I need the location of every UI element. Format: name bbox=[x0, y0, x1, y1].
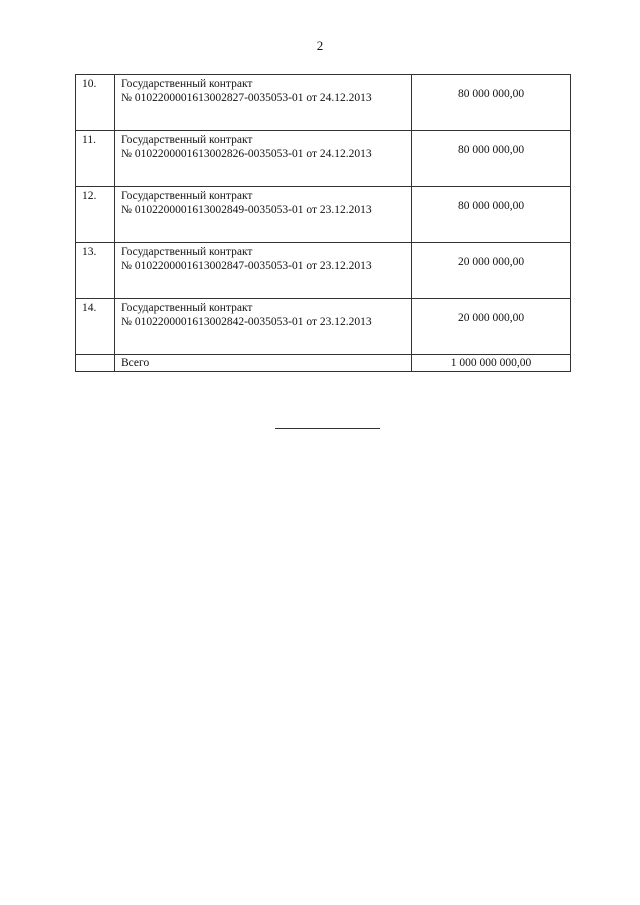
contract-number-date: № 0102200001613002847-0035053-01 от 23.12.2013 bbox=[121, 260, 372, 272]
contract-number-date: № 0102200001613002827-0035053-01 от 24.12.2013 bbox=[121, 92, 372, 104]
row-number: 13. bbox=[76, 243, 115, 299]
contract-description bbox=[115, 131, 412, 187]
table-row bbox=[76, 243, 571, 299]
contract-number-date: № 0102200001613002826-0035053-01 от 24.12.2013 bbox=[121, 148, 372, 160]
total-amount: 1 000 000 000,00 bbox=[412, 355, 571, 372]
contract-title: Государственный контракт bbox=[121, 246, 253, 258]
total-label: Всего bbox=[115, 355, 412, 372]
contract-amount: 80 000 000,00 bbox=[412, 131, 571, 187]
table-row bbox=[76, 187, 571, 243]
row-number: 12. bbox=[76, 187, 115, 243]
closing-divider-line bbox=[275, 428, 380, 429]
contract-amount: 80 000 000,00 bbox=[412, 187, 571, 243]
contract-title: Государственный контракт bbox=[121, 302, 253, 314]
row-number: 11. bbox=[76, 131, 115, 187]
table-row bbox=[76, 75, 571, 131]
contract-amount: 20 000 000,00 bbox=[412, 243, 571, 299]
total-row-number-cell bbox=[76, 355, 115, 372]
contract-description bbox=[115, 243, 412, 299]
contracts-table bbox=[75, 74, 571, 372]
contract-description bbox=[115, 75, 412, 131]
row-number: 14. bbox=[76, 299, 115, 355]
contract-number-date: № 0102200001613002849-0035053-01 от 23.12.2013 bbox=[121, 204, 372, 216]
page-number: 2 bbox=[316, 38, 324, 53]
contract-title: Государственный контракт bbox=[121, 78, 253, 90]
table-row bbox=[76, 299, 571, 355]
table-row bbox=[76, 131, 571, 187]
contract-amount: 20 000 000,00 bbox=[412, 299, 571, 355]
row-number: 10. bbox=[76, 75, 115, 131]
contract-title: Государственный контракт bbox=[121, 190, 253, 202]
total-row bbox=[76, 355, 571, 372]
contract-title: Государственный контракт bbox=[121, 134, 253, 146]
contract-description bbox=[115, 187, 412, 243]
contract-amount: 80 000 000,00 bbox=[412, 75, 571, 131]
contract-description bbox=[115, 299, 412, 355]
contract-number-date: № 0102200001613002842-0035053-01 от 23.12.2013 bbox=[121, 316, 372, 328]
